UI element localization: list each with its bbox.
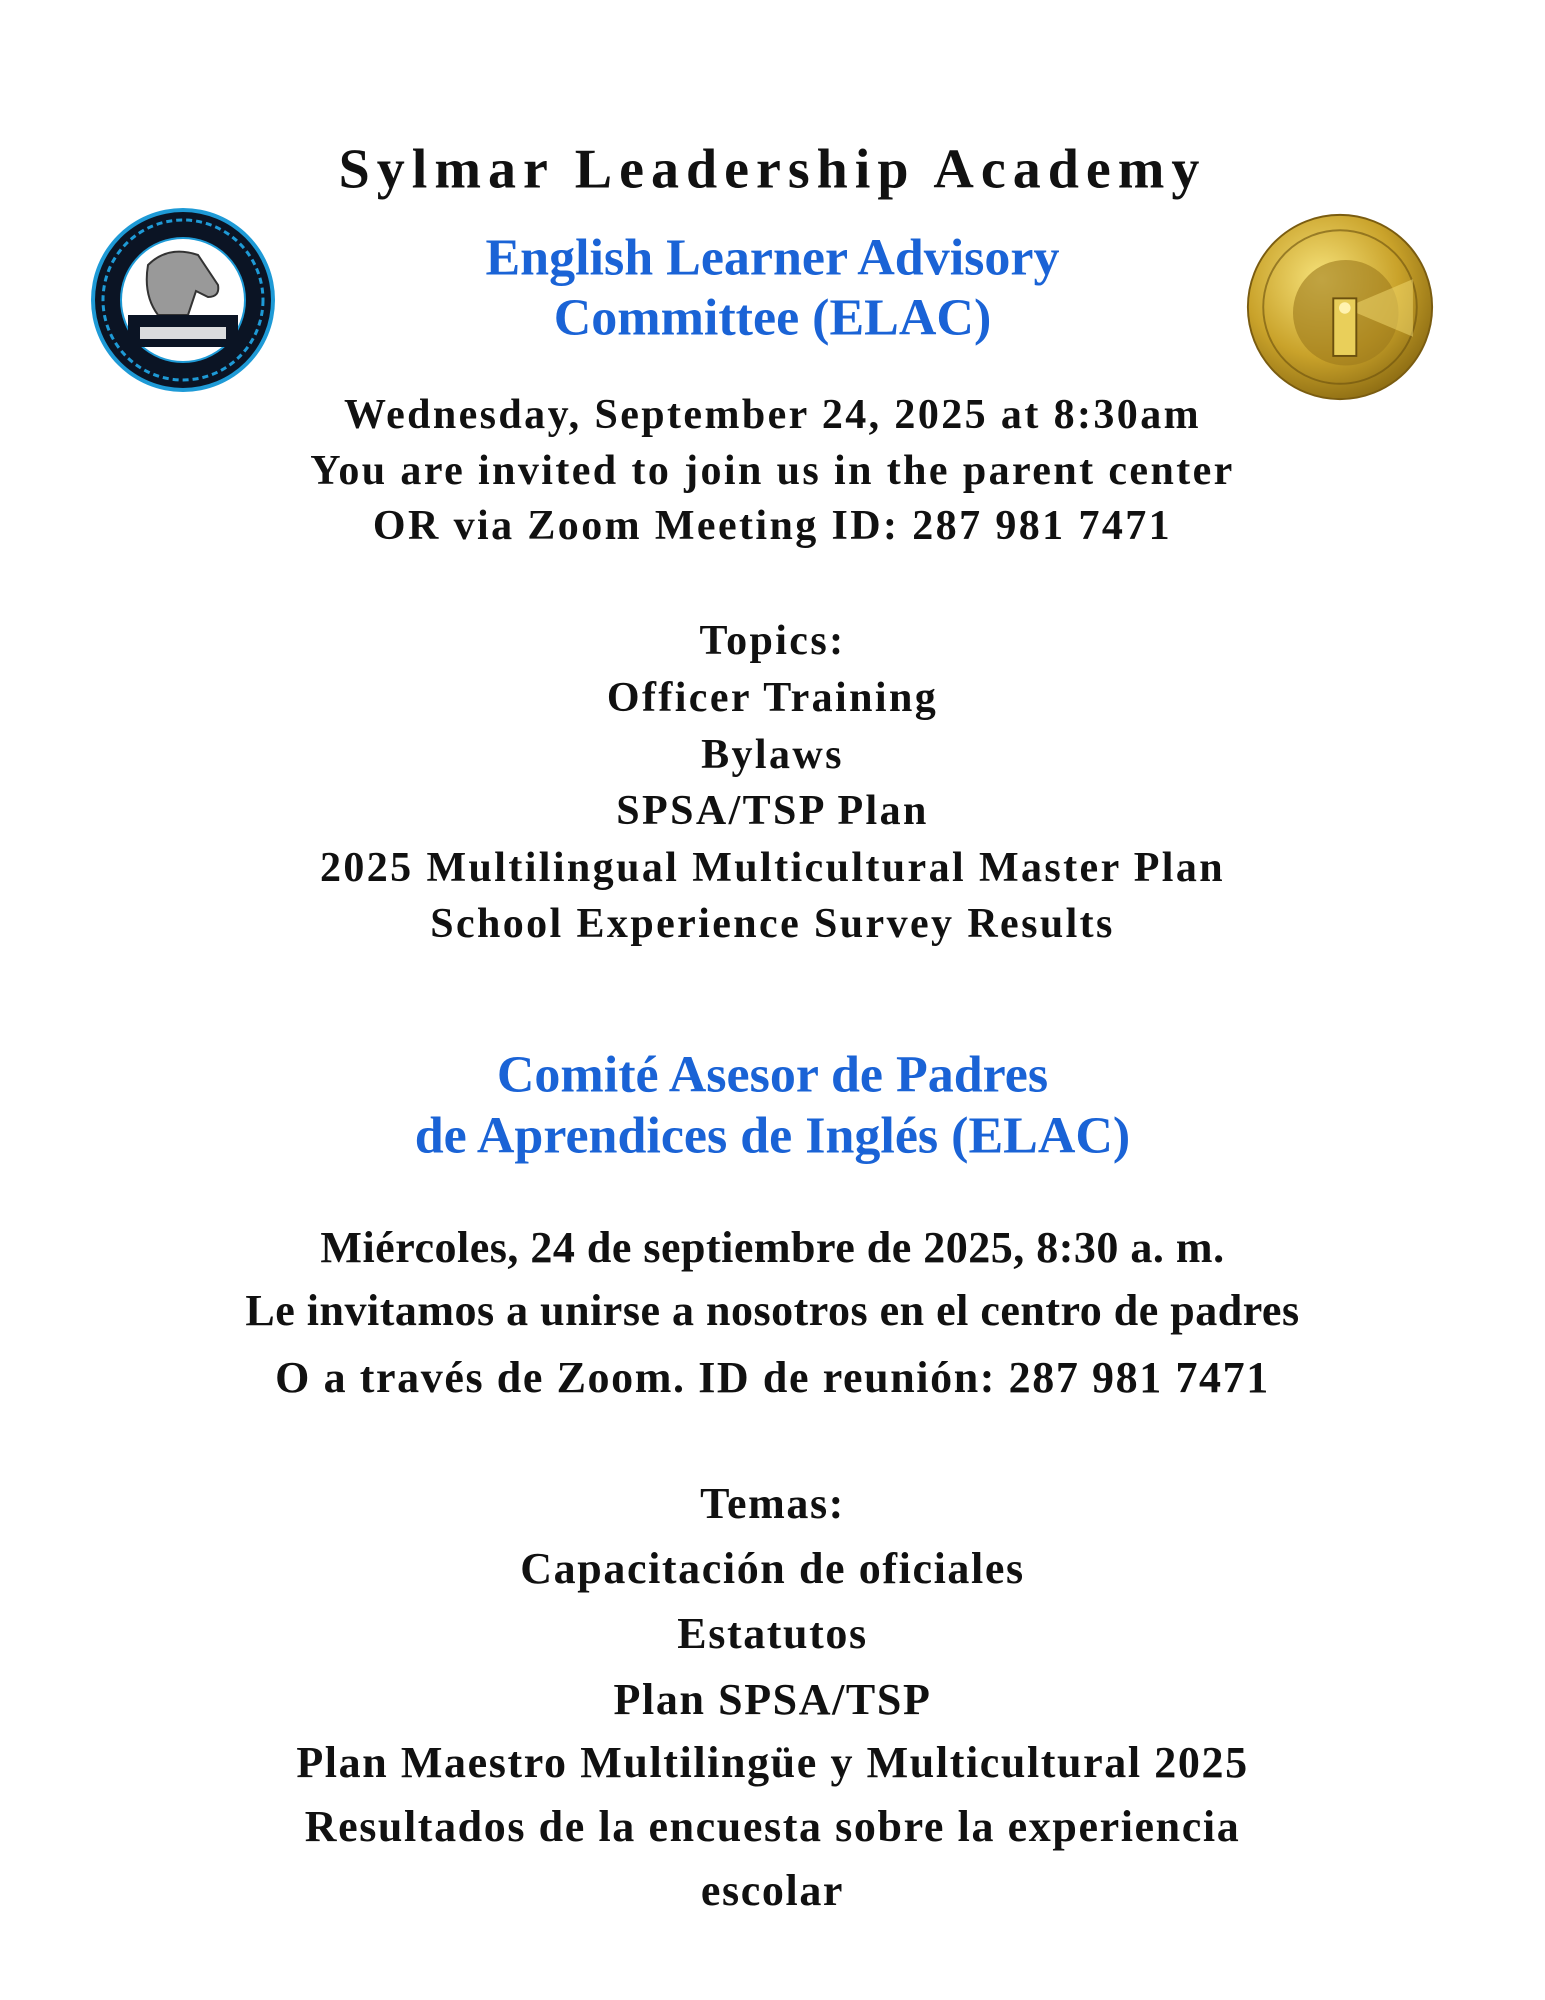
spanish-topic: escolar bbox=[700, 1865, 845, 1915]
spanish-zoom-id: O a través de Zoom. ID de reunión: 287 981 7471 bbox=[275, 1352, 1270, 1402]
spanish-topic: Estatutos bbox=[677, 1608, 868, 1658]
spanish-topic: Plan Maestro Multilingüe y Multicultural 2025 bbox=[296, 1737, 1249, 1787]
english-topic: Officer Training bbox=[606, 674, 939, 721]
spanish-topic: Capacitación de oficiales bbox=[520, 1543, 1025, 1593]
english-heading-line-2: Committee (ELAC) bbox=[553, 289, 992, 347]
spanish-date: Miércoles, 24 de septiembre de 2025, 8:30 a. m. bbox=[320, 1222, 1225, 1272]
english-topic: SPSA/TSP Plan bbox=[616, 787, 929, 834]
spanish-topic: Plan SPSA/TSP bbox=[613, 1674, 932, 1724]
english-invitation: You are invited to join us in the parent center bbox=[310, 447, 1235, 494]
english-date: Wednesday, September 24, 2025 at 8:30am bbox=[344, 391, 1201, 438]
spanish-invitation: Le invitamos a unirse a nosotros en el centro de padres bbox=[245, 1285, 1300, 1335]
school-name: Sylmar Leadership Academy bbox=[338, 138, 1207, 201]
english-topic: School Experience Survey Results bbox=[430, 900, 1115, 947]
spanish-heading-line-2: de Aprendices de Inglés (ELAC) bbox=[414, 1107, 1131, 1165]
english-zoom-id: OR via Zoom Meeting ID: 287 981 7471 bbox=[372, 502, 1173, 549]
english-topic: 2025 Multilingual Multicultural Master Plan bbox=[319, 844, 1226, 891]
english-heading-line-1: English Learner Advisory bbox=[485, 229, 1060, 287]
english-topics-label: Topics: bbox=[699, 617, 846, 664]
english-topic: Bylaws bbox=[701, 731, 844, 778]
spanish-topic: Resultados de la encuesta sobre la experiencia bbox=[304, 1801, 1241, 1851]
spanish-heading-line-1: Comité Asesor de Padres bbox=[496, 1046, 1049, 1104]
spanish-topics-label: Temas: bbox=[700, 1478, 845, 1528]
